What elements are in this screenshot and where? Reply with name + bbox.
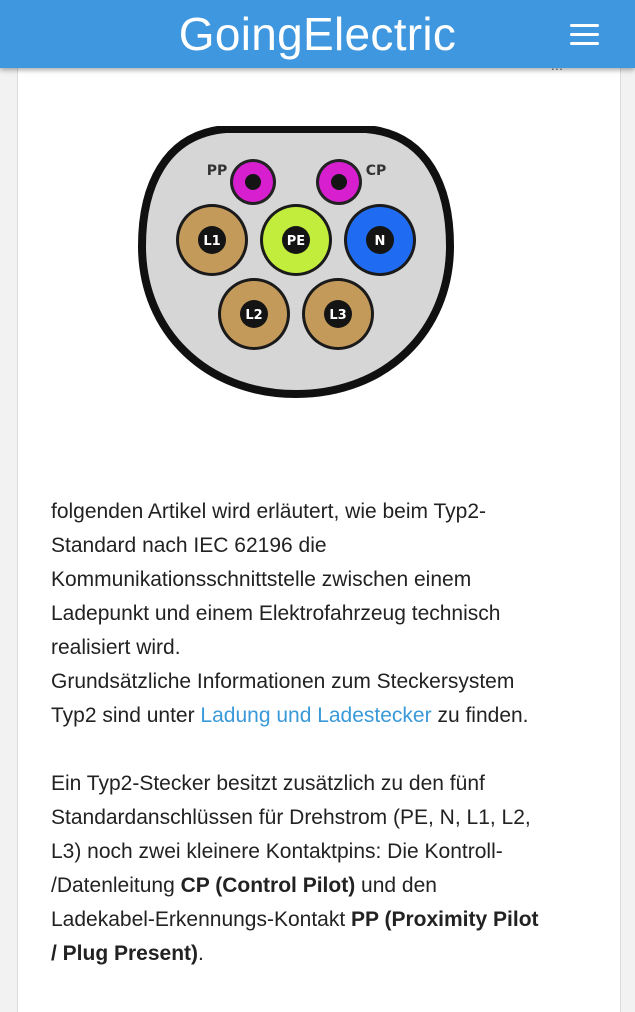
pin-label-n: N [374, 234, 386, 249]
pin-label-l3: L3 [329, 308, 347, 323]
text-fragment: und den [355, 874, 437, 897]
app-header [0, 0, 635, 68]
pin-l1 [176, 204, 248, 276]
hamburger-menu-icon[interactable] [562, 20, 606, 50]
text-line: L3) noch zwei kleinere Kontaktpins: Die Kontroll- [51, 840, 503, 863]
pin-label-l1: L1 [203, 234, 221, 249]
pin-label-cp: CP [365, 163, 387, 179]
site-title[interactable]: GoingElectric [178, 8, 457, 60]
paragraph-intro [51, 495, 591, 733]
pp-term-continued: / Plug Present) [51, 942, 199, 965]
text-fragment: . [198, 942, 204, 965]
pin-n [344, 204, 416, 276]
text-line: Ladepunkt und einem Elektrofahrzeug technisch [51, 602, 501, 625]
text-fragment: Typ2 sind unter [51, 704, 201, 727]
pin-l2 [218, 278, 290, 350]
pin-label-pe: PE [286, 234, 306, 249]
text-line: folgenden Artikel wird erläutert, wie beim Typ2- [51, 500, 486, 523]
text-line: Kommunikationsschnittstelle zwischen einem [51, 568, 472, 591]
text-fragment: zu finden. [431, 704, 529, 727]
pin-label-pp: PP [206, 163, 228, 179]
text-line: Standard nach IEC 62196 die [51, 534, 327, 557]
pin-pe [260, 204, 332, 276]
pp-term: PP (Proximity Pilot [351, 908, 539, 931]
text-line: Grundsätzliche Informationen zum Steckersystem [51, 670, 515, 693]
pin-label-l2: L2 [245, 308, 263, 323]
text-line: Ein Typ2-Stecker besitzt zusätzlich zu den fünf [51, 772, 485, 795]
cp-term: CP (Control Pilot) [180, 874, 356, 897]
text-line: realisiert wird. [51, 636, 181, 659]
text-line: Standardanschlüssen für Drehstrom (PE, N, L1, L2, [51, 806, 531, 829]
pin-l3 [302, 278, 374, 350]
text-fragment: /Datenleitung [51, 874, 181, 897]
text-fragment: Ladekabel-Erkennungs-Kontakt [51, 908, 352, 931]
overflow-indicator: ... [551, 58, 564, 73]
article-body [51, 495, 591, 971]
ladung-und-ladestecker-link[interactable]: Ladung und Ladestecker [200, 704, 432, 727]
type2-connector-diagram [138, 126, 454, 398]
paragraph-spacer [51, 733, 591, 767]
paragraph-pins [51, 767, 591, 971]
